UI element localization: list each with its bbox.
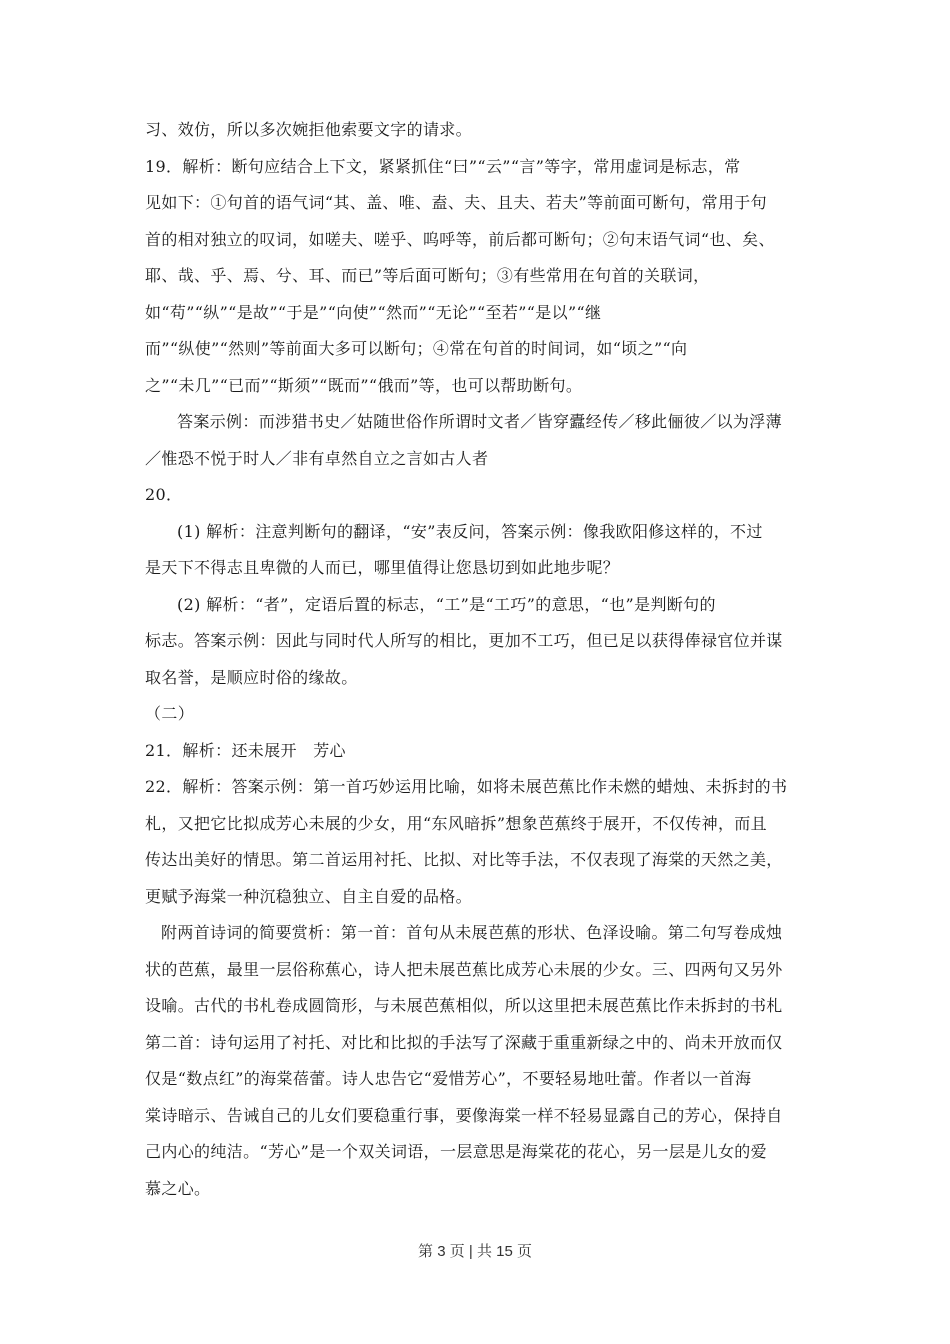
q20-part1-line: (1) 解析：注意判断句的翻译，“安”表反问，答案示例：像我欧阳修这样的，不过 [177,521,763,541]
text-line: 而”“纵使”“然则”等前面大多可以断句；④常在句首的时间词，如“顷之”“向 [145,339,688,358]
appendix-line: 棠诗暗示、告诫自己的儿女们要稳重行事，要像海棠一样不轻易显露自己的芳心，保持自 [145,1105,783,1125]
appendix-line: 设喻。古代的书札卷成圆筒形，与未展芭蕉相似，所以这里把未展芭蕉比作未拆封的书札 [145,996,783,1015]
appendix-line: 仅是“数点红”的海棠蓓蕾。诗人忠告它“爱惜芳心”，不要轻易地吐蕾。作者以一首海 [145,1069,752,1088]
q19-answer-line: ／惟恐不悦于时人／非有卓然自立之言如古人者 [145,448,489,468]
q22-line: 传达出美好的情思。第二首运用衬托、比拟、对比等手法，不仅表现了海棠的天然之美， [145,850,783,869]
q20-part2-line: (2) 解析：“者”，定语后置的标志，“工”是“工巧”的意思，“也”是判断句的 [177,594,716,614]
q20-part2-line: 标志。答案示例：因此与同时代人所写的相比，更加不工巧，但已足以获得俸禄官位并谋 [145,631,783,650]
section-heading: （二） [145,704,195,723]
text-line: 习、效仿，所以多次婉拒他索要文字的请求。 [145,120,473,139]
text-line: 如“苟”“纵”“是故”“于是”“向使”“然而”“无论”“至若”“是以”“继 [145,302,602,322]
q22-line: 22．解析：答案示例：第一首巧妙运用比喻，如将未展芭蕉比作未燃的蜡烛、未拆封的书 [145,777,788,796]
q19-heading-line: 19．解析：断句应结合上下文，紧紧抓住“曰”“云”“言”等字，常用虚词是标志，常 [145,156,741,176]
text-line: 之”“未几”“已而”“斯须”“既而”“俄而”等，也可以帮助断句。 [145,375,583,395]
appendix-line: 状的芭蕉，最里一层俗称蕉心，诗人把未展芭蕉比成芳心未展的少女。三、四两句又另外 [145,959,783,979]
appendix-line: 第二首：诗句运用了衬托、对比和比拟的手法写了深藏于重重新绿之中的、尚未开放而仅 [145,1032,783,1052]
appendix-line: 慕之心。 [145,1178,211,1198]
q20-part1-line: 是天下不得志且卑微的人而已，哪里值得让您恳切到如此地步呢？ [145,558,620,577]
q20-part2-line: 取名誉，是顺应时俗的缘故。 [145,667,358,687]
q22-line: 札，又把它比拟成芳心未展的少女，用“东风暗拆”想象芭蕉终于展开，不仅传神，而且 [145,813,768,833]
text-line: 首的相对独立的叹词，如嗟夫、嗟乎、呜呼等，前后都可断句；②句末语气词“也、矣、 [145,229,775,249]
appendix-line: 附两首诗词的简要赏析：第一首：首句从未展芭蕉的形状、色泽设喻。第二句写卷成烛 [161,923,783,942]
text-line: 耶、哉、乎、焉、兮、耳、而已”等后面可断句；③有些常用在句首的关联词， [145,266,710,285]
q21-line: 21．解析：还未展开 芳心 [145,740,346,760]
appendix-line: 己内心的纯洁。“芳心”是一个双关词语，一层意思是海棠花的花心，另一层是儿女的爱 [145,1142,768,1161]
document-page [145,112,807,1207]
q19-answer-line: 答案示例：而涉猎书史／姑随世俗作所谓时文者／皆穿蠹经传／移此俪彼／以为浮薄 [177,412,782,431]
text-line: 见如下：①句首的语气词“其、盖、唯、盍、夫、且夫、若夫”等前面可断句，常用于句 [145,193,768,212]
q20-label: 20． [145,485,183,504]
q22-line: 更赋予海棠一种沉稳独立、自主自爱的品格。 [145,886,473,906]
page-footer: 第 3 页 | 共 15 页 [418,1243,532,1260]
